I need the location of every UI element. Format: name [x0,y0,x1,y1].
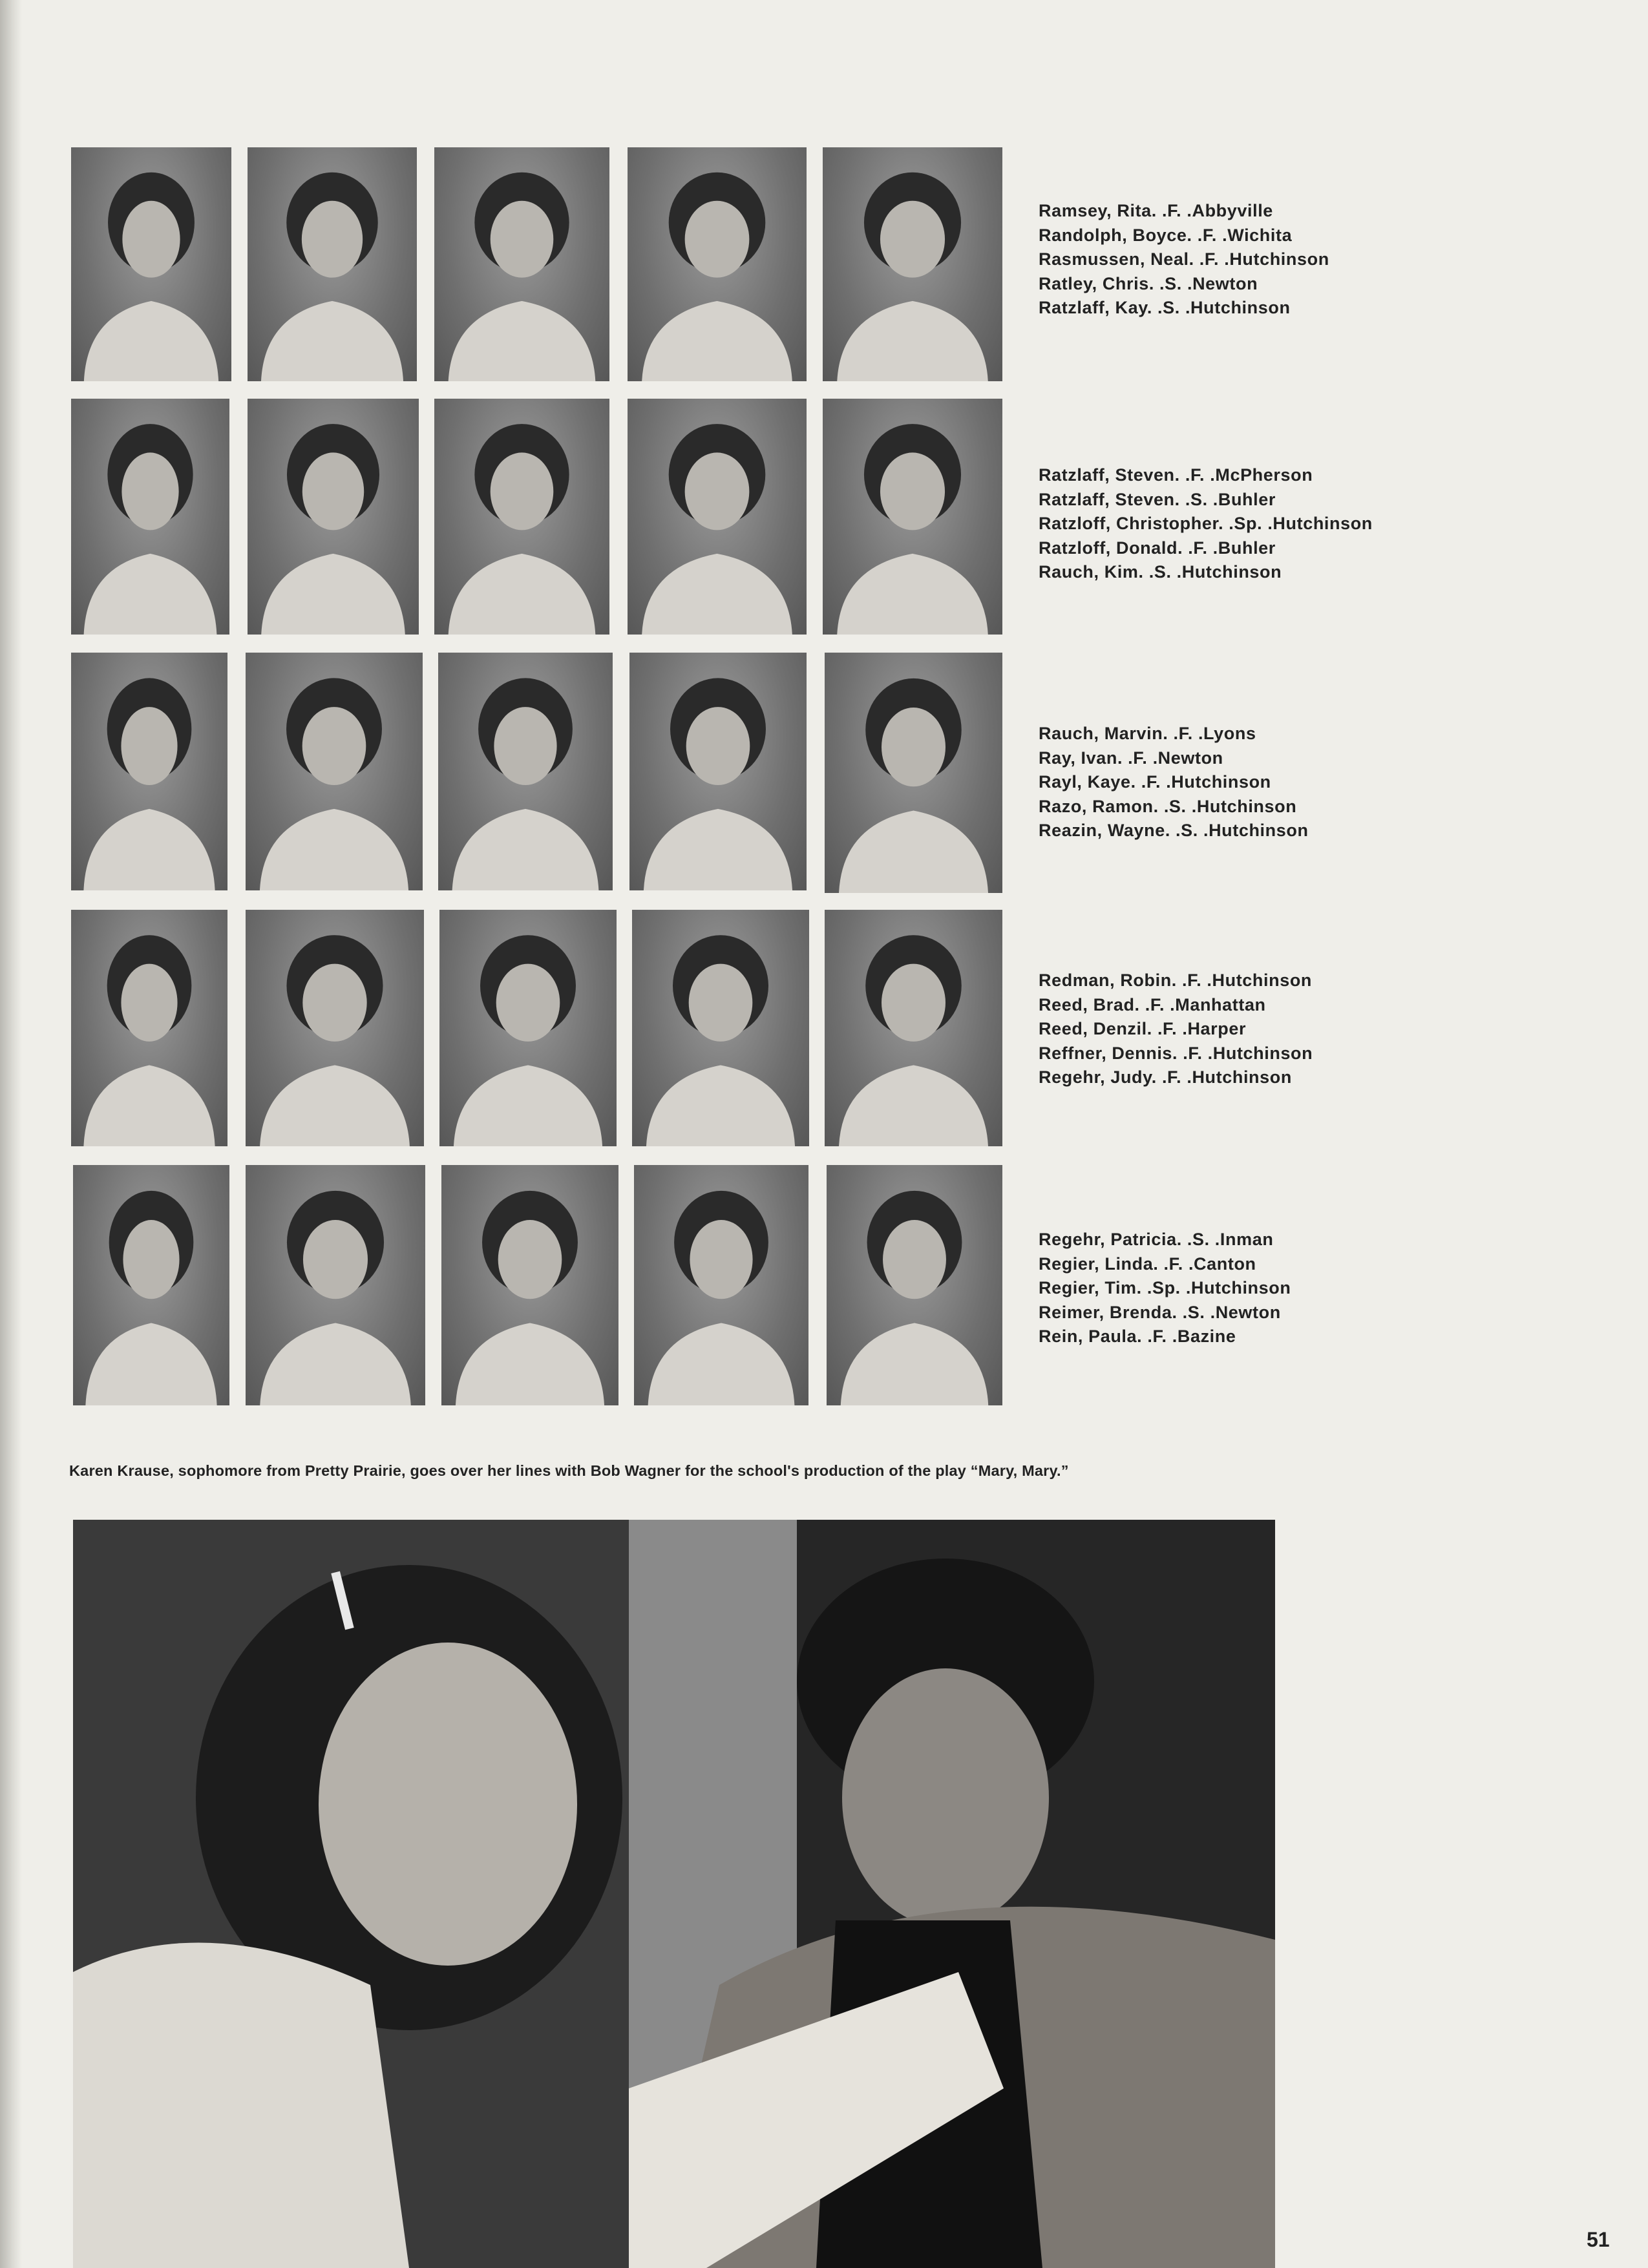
portrait-row2-3 [434,399,609,635]
portrait-row3-4 [629,653,807,890]
portrait-row1-1 [71,147,231,381]
name-entry: Rein, Paula. .F. .Bazine [1039,1327,1236,1346]
portrait-row5-4 [634,1165,808,1405]
name-entry: Reffner, Dennis. .F. .Hutchinson [1039,1043,1313,1063]
name-entry: Reed, Brad. .F. .Manhattan [1039,994,1266,1014]
name-entry: Reazin, Wayne. .S. .Hutchinson [1039,821,1309,840]
photo-caption: Karen Krause, sophomore from Pretty Prairie, goes over her lines with Bob Wagner for the school's production of the play “Mary, Mary.” [69,1462,1069,1479]
name-entry: Ramsey, Rita. .F. .Abbyville [1039,201,1273,220]
portrait-row3-3 [438,653,613,890]
name-entry: Ratzloff, Donald. .F. .Buhler [1039,538,1276,558]
portrait-row1-2 [248,147,417,381]
name-entry: Regier, Tim. .Sp. .Hutchinson [1039,1278,1291,1297]
name-entry: Regehr, Patricia. .S. .Inman [1039,1230,1274,1249]
portrait-row4-1 [71,910,227,1146]
name-entry: Ratley, Chris. .S. .Newton [1039,273,1258,293]
name-list-row4 [1039,969,1439,1090]
name-list-row3 [1039,722,1439,843]
name-entry: Rayl, Kaye. .F. .Hutchinson [1039,772,1271,792]
portrait-row1-5 [823,147,1002,381]
name-entry: Ray, Ivan. .F. .Newton [1039,748,1223,768]
portrait-row5-1 [73,1165,229,1405]
portrait-row4-5 [825,910,1002,1146]
name-entry: Redman, Robin. .F. .Hutchinson [1039,971,1312,990]
portrait-row5-2 [246,1165,425,1405]
name-entry: Randolph, Boyce. .F. .Wichita [1039,225,1293,245]
page-binding-shadow [0,0,22,2268]
name-entry: Reimer, Brenda. .S. .Newton [1039,1302,1281,1322]
portrait-row2-5 [823,399,1002,635]
name-entry: Ratzloff, Christopher. .Sp. .Hutchinson [1039,514,1373,533]
name-list-row5 [1039,1228,1439,1349]
name-entry: Rauch, Kim. .S. .Hutchinson [1039,562,1282,582]
portrait-row4-4 [632,910,809,1146]
portrait-row5-5 [827,1165,1002,1405]
portrait-row2-2 [248,399,419,635]
portrait-row1-4 [628,147,807,381]
portrait-row3-5 [825,653,1002,893]
rehearsal-photo [73,1520,1275,2268]
portrait-row1-3 [434,147,609,381]
portrait-row3-2 [246,653,423,890]
name-entry: Razo, Ramon. .S. .Hutchinson [1039,796,1297,816]
name-entry: Rauch, Marvin. .F. .Lyons [1039,724,1256,743]
name-entry: Ratzlaff, Kay. .S. .Hutchinson [1039,298,1291,317]
portrait-row4-3 [439,910,617,1146]
name-entry: Rasmussen, Neal. .F. .Hutchinson [1039,249,1329,269]
name-entry: Regehr, Judy. .F. .Hutchinson [1039,1067,1292,1087]
portrait-row2-1 [71,399,229,635]
portrait-row2-4 [628,399,807,635]
name-entry: Regier, Linda. .F. .Canton [1039,1254,1256,1274]
page-number: 51 [1587,2228,1610,2251]
name-entry: Ratzlaff, Steven. .S. .Buhler [1039,489,1276,509]
name-list-row1 [1039,199,1439,320]
portrait-row3-1 [71,653,227,890]
portrait-row5-3 [441,1165,618,1405]
name-list-row2 [1039,463,1439,585]
name-entry: Ratzlaff, Steven. .F. .McPherson [1039,465,1313,485]
name-entry: Reed, Denzil. .F. .Harper [1039,1019,1247,1038]
portrait-row4-2 [246,910,424,1146]
